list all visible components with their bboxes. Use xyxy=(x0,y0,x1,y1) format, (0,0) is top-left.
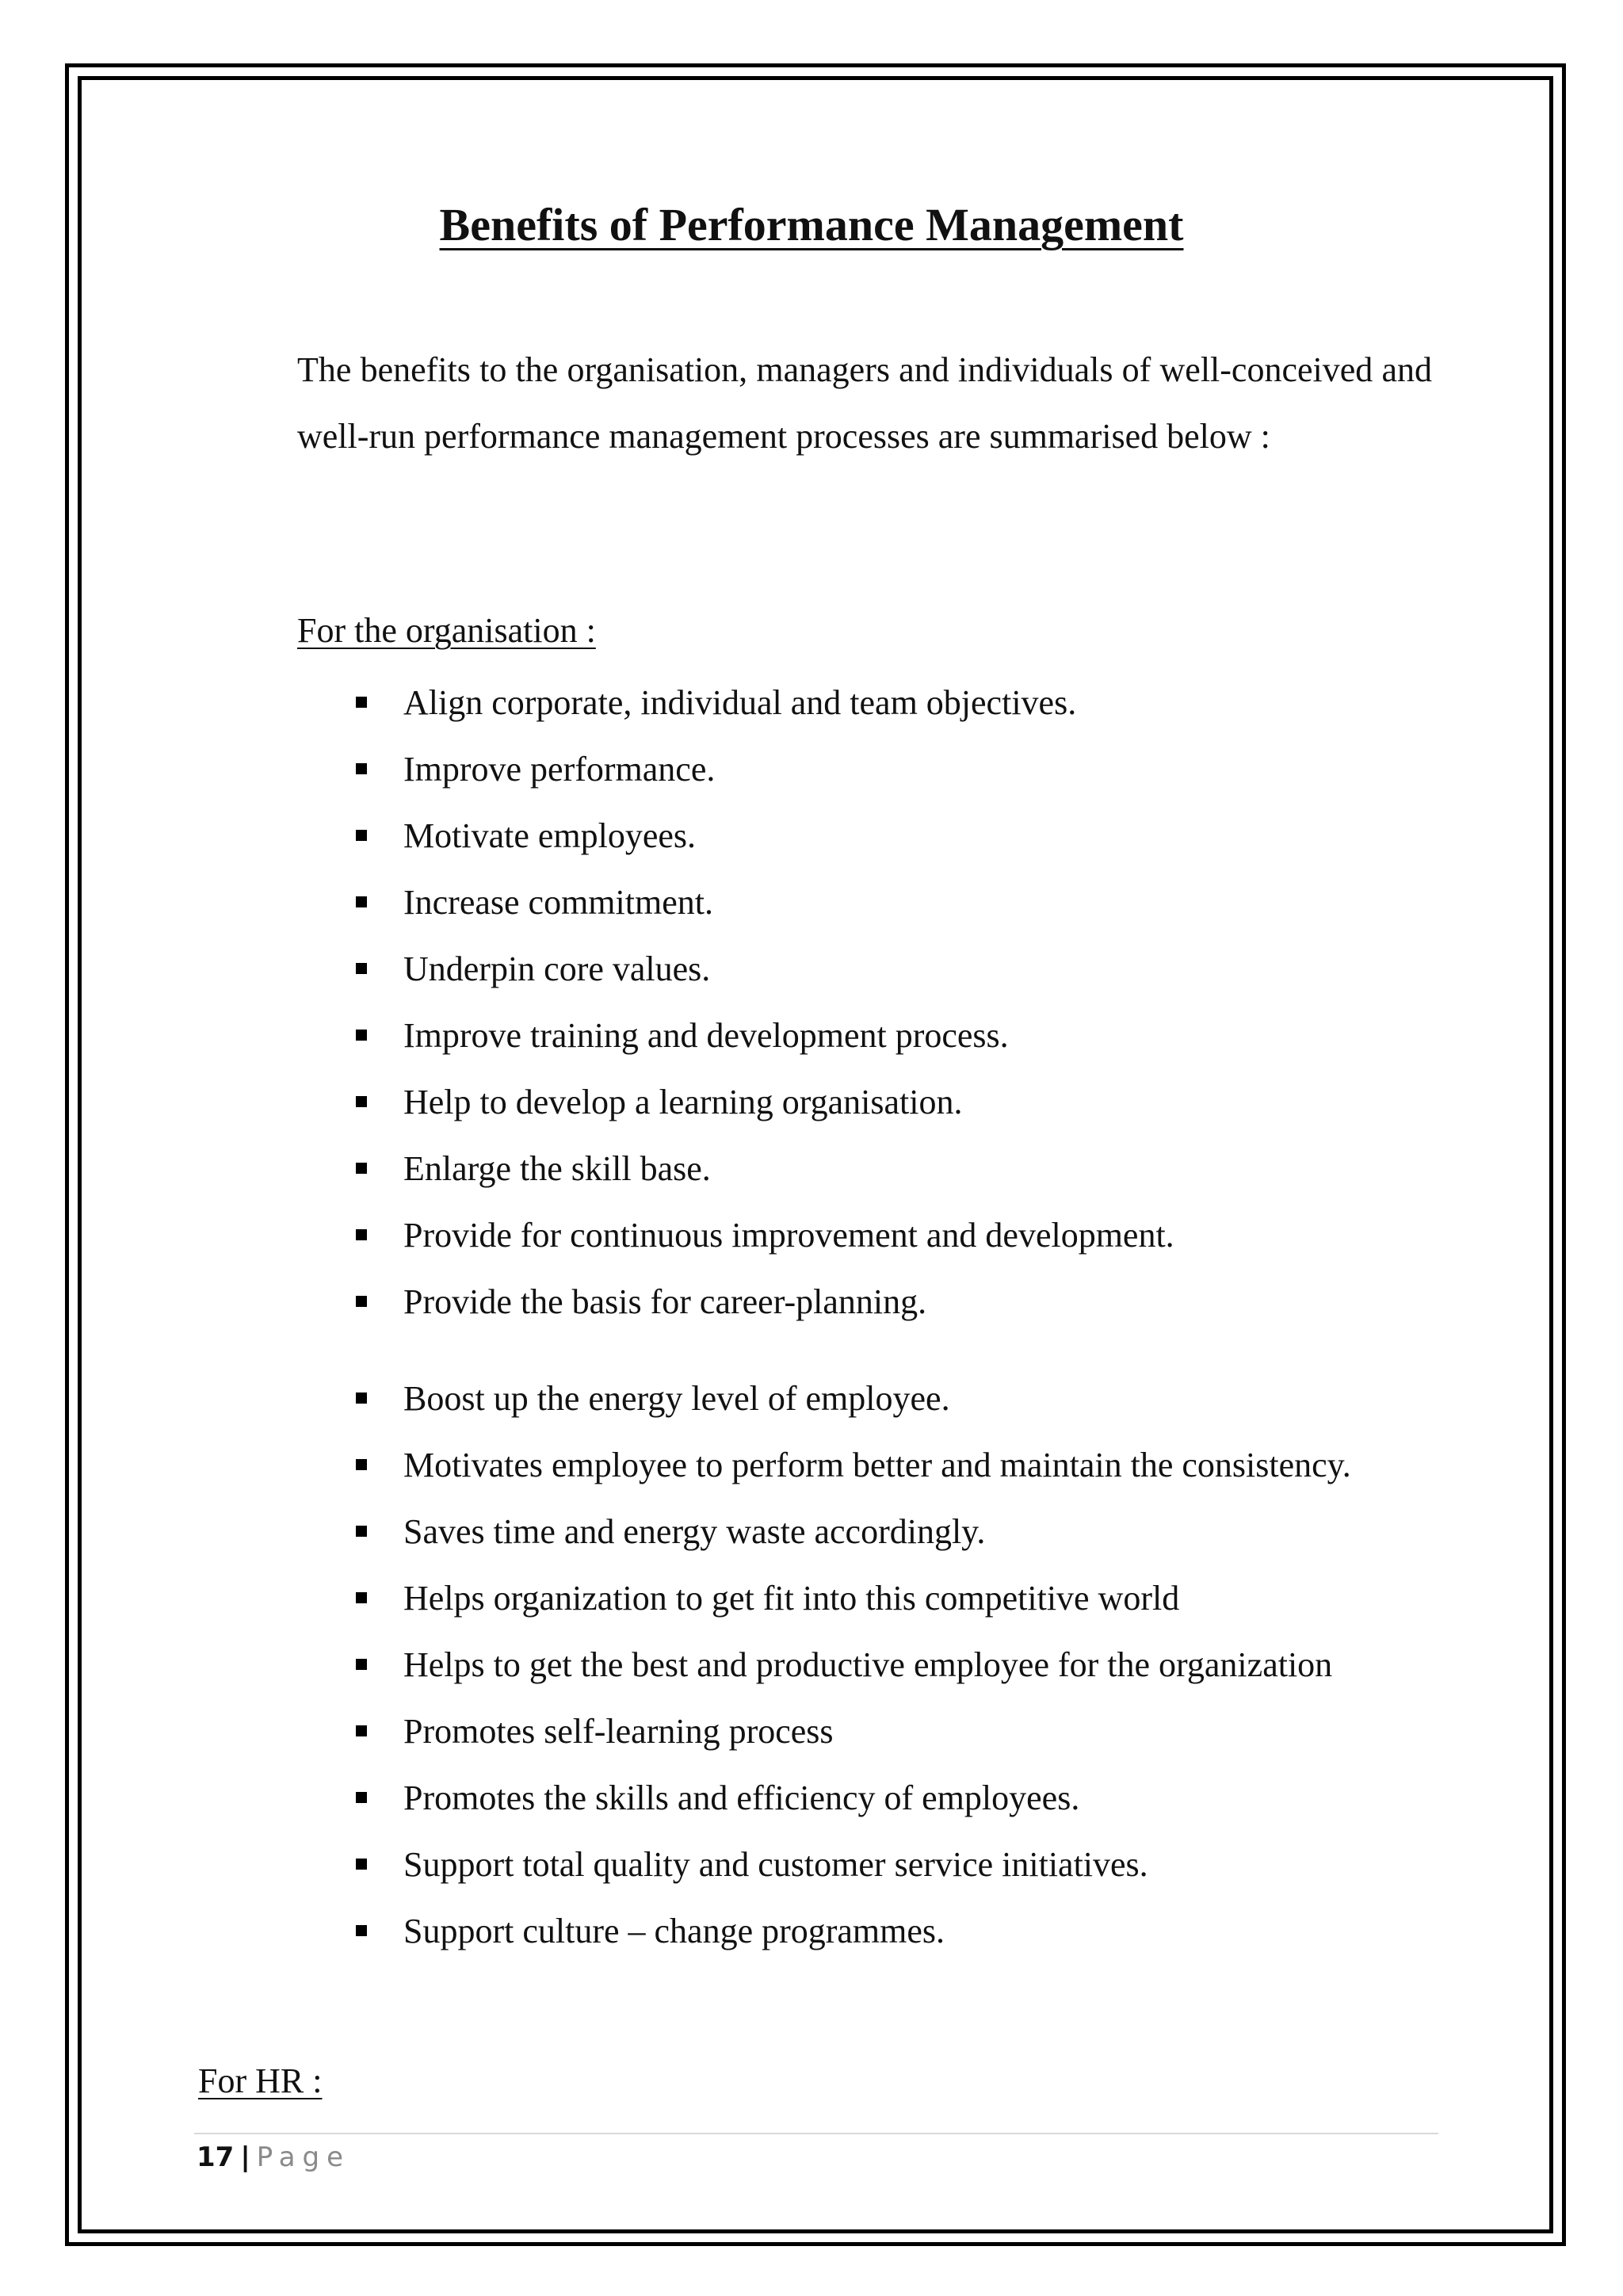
list-item xyxy=(297,1432,1432,1499)
list-item xyxy=(297,1632,1432,1698)
list-item xyxy=(297,736,1432,803)
list-item xyxy=(297,1898,1432,1965)
list-item-text: Underpin core values. xyxy=(403,949,711,988)
square-bullet-icon xyxy=(356,1096,367,1107)
list-item xyxy=(297,1366,1432,1432)
list-item-text: Helps organization to get fit into this competitive world xyxy=(403,1579,1180,1618)
square-bullet-icon xyxy=(356,1526,367,1537)
page-number: 17 xyxy=(197,2141,235,2173)
list-item-text: Motivates employee to perform better and maintain the consistency. xyxy=(403,1446,1351,1484)
list-item xyxy=(297,936,1432,1003)
list-item xyxy=(297,1765,1432,1832)
square-bullet-icon xyxy=(356,1296,367,1307)
list-item-text: Helps to get the best and productive employee for the organization xyxy=(403,1645,1333,1684)
square-bullet-icon xyxy=(356,697,367,708)
list-item-text: Align corporate, individual and team objectives. xyxy=(403,683,1077,722)
square-bullet-icon xyxy=(356,1459,367,1470)
intro-paragraph: The benefits to the organisation, managers and individuals of well-conceived and well-run performance management processes are summarised below : xyxy=(297,350,1432,456)
square-bullet-icon xyxy=(356,1659,367,1670)
square-bullet-icon xyxy=(356,1792,367,1803)
list-item xyxy=(297,1269,1432,1335)
list-item xyxy=(297,803,1432,869)
square-bullet-icon xyxy=(356,763,367,774)
list-item-text: Help to develop a learning organisation. xyxy=(403,1083,963,1121)
list-item-text: Enlarge the skill base. xyxy=(403,1149,711,1188)
list-item xyxy=(297,670,1432,736)
hr-heading: For HR : xyxy=(198,2061,323,2100)
organisation-heading: For the organisation : xyxy=(297,611,596,650)
footer-divider xyxy=(194,2133,1438,2134)
square-bullet-icon xyxy=(356,1592,367,1603)
list-item-text: Support total quality and customer service initiatives. xyxy=(403,1845,1148,1884)
list-item xyxy=(297,1832,1432,1898)
square-bullet-icon xyxy=(356,1392,367,1404)
square-bullet-icon xyxy=(356,1725,367,1736)
list-item xyxy=(297,1069,1432,1136)
list-item xyxy=(297,1565,1432,1632)
square-bullet-icon xyxy=(356,963,367,974)
list-item xyxy=(297,1202,1432,1269)
square-bullet-icon xyxy=(356,830,367,841)
square-bullet-icon xyxy=(356,1925,367,1936)
list-item-text: Promotes self-learning process xyxy=(403,1712,834,1751)
square-bullet-icon xyxy=(356,1859,367,1870)
list-item-text: Provide for continuous improvement and development. xyxy=(403,1216,1174,1255)
list-item xyxy=(297,869,1432,936)
list-item xyxy=(297,1003,1432,1069)
page-title: Benefits of Performance Management xyxy=(439,199,1184,250)
square-bullet-icon xyxy=(356,1229,367,1240)
list-item xyxy=(297,1698,1432,1765)
square-bullet-icon xyxy=(356,896,367,907)
organisation-benefits-list xyxy=(297,670,1432,1335)
list-item xyxy=(297,1136,1432,1202)
page-footer xyxy=(197,2140,350,2175)
list-item-text: Improve training and development process. xyxy=(403,1016,1009,1055)
page-label: Page xyxy=(256,2141,351,2173)
page-separator: | xyxy=(240,2141,250,2173)
list-item-text: Provide the basis for career-planning. xyxy=(403,1282,927,1321)
square-bullet-icon xyxy=(356,1163,367,1174)
list-item-text: Improve performance. xyxy=(403,750,716,789)
list-item-text: Boost up the energy level of employee. xyxy=(403,1379,950,1418)
list-item xyxy=(297,1499,1432,1565)
list-item-text: Increase commitment. xyxy=(403,883,713,922)
list-item-text: Promotes the skills and efficiency of employees. xyxy=(403,1778,1080,1817)
list-item-text: Support culture – change programmes. xyxy=(403,1912,945,1950)
square-bullet-icon xyxy=(356,1030,367,1041)
list-item-text: Saves time and energy waste accordingly. xyxy=(403,1512,986,1551)
additional-benefits-list xyxy=(297,1366,1432,1965)
list-item-text: Motivate employees. xyxy=(403,816,697,855)
